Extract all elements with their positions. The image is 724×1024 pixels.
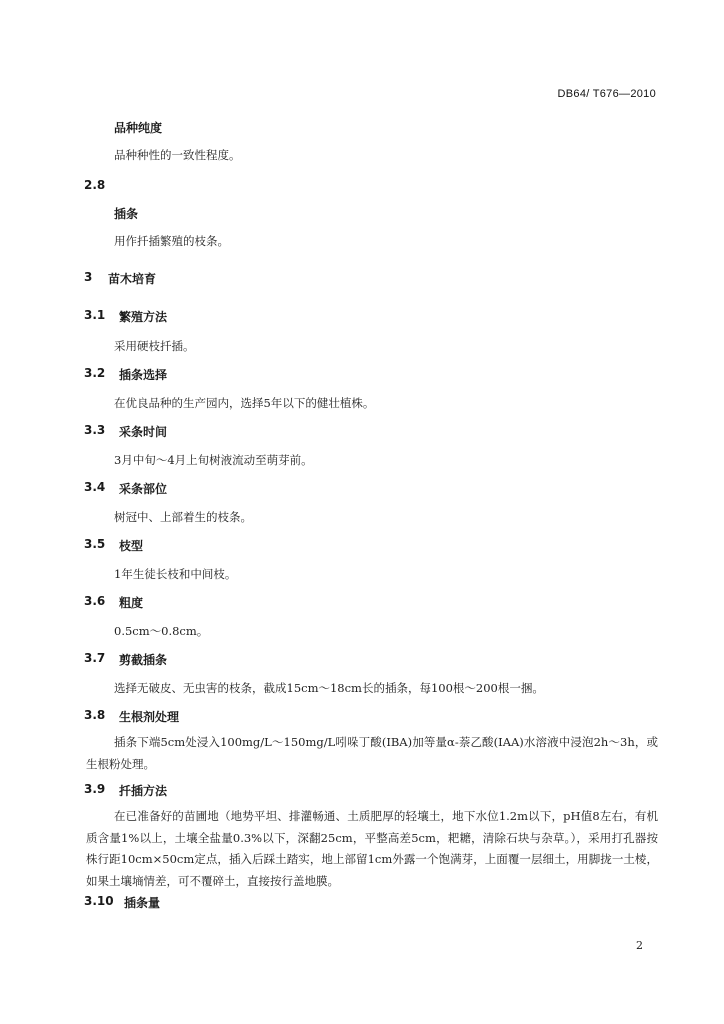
section-body-3-1: 采用硬枝扦插。 [114, 339, 195, 353]
section-title-3-7: 剪截插条 [119, 653, 168, 667]
section-title-3-10: 插条量 [124, 896, 161, 910]
section-title-3-4: 采条部位 [119, 482, 168, 496]
section-number-3-2: 3.2 [84, 366, 106, 380]
section-number-3-4: 3.4 [84, 480, 106, 494]
section-number-3-1: 3.1 [84, 308, 106, 322]
section-number-3-8: 3.8 [84, 708, 106, 722]
section-body-3-4: 树冠中、上部着生的枝条。 [114, 510, 252, 524]
section-number-3-6: 3.6 [84, 594, 106, 608]
section-body-3-2: 在优良品种的生产园内，选择5年以下的健壮植株。 [114, 396, 375, 410]
chapter-number: 3 [84, 270, 93, 284]
section-title-3-9: 扦插方法 [119, 784, 168, 798]
section-number-3-5: 3.5 [84, 537, 106, 551]
section-body-3-8: 插条下端5cm处浸入100mg/L～150mg/L吲哚丁酸(IBA)加等量α-萘乙酸(IAA)水溶液中浸泡2h～3h，或生根粉处理。 [86, 735, 658, 771]
section-title-3-5: 枝型 [119, 539, 144, 553]
term-definition-cutting: 用作扦插繁殖的枝条。 [114, 234, 229, 248]
term-title-cutting: 插条 [114, 207, 139, 221]
section-title-3-1: 繁殖方法 [119, 310, 168, 324]
term-title-purity: 品种纯度 [114, 121, 163, 135]
section-number-3-10: 3.10 [84, 894, 114, 908]
chapter-title: 苗木培育 [108, 272, 157, 286]
term-definition-purity: 品种种性的一致性程度。 [114, 148, 241, 162]
section-title-3-8: 生根剂处理 [119, 710, 180, 724]
section-body-3-5: 1年生徒长枝和中间枝。 [114, 567, 237, 581]
section-number-3-7: 3.7 [84, 651, 106, 665]
term-number-2-8: 2.8 [84, 178, 106, 192]
section-title-3-2: 插条选择 [119, 368, 168, 382]
section-body-3-9: 在已准备好的苗圃地（地势平坦、排灌畅通、土质肥厚的轻壤土，地下水位1.2m以下，pH值8左右，有机质含量1%以上，土壤全盐量0.3%以下，深翻25cm，平整高差5cm，耙耱，清除石块与杂草。），采用打孔器按株行距10cm×50cm定点，插入后踩土踏实，地上部留1cm外露一个饱满芽，上面覆一层细土，用脚拢一土棱，如果土壤墒情差，可不覆碎土，直接按行盖地膜。 [86, 809, 658, 888]
page-number: 2 [636, 939, 643, 952]
section-body-3-3: 3月中旬～4月上旬树液流动至萌芽前。 [114, 453, 313, 467]
section-body-3-6: 0.5cm～0.8cm。 [114, 624, 209, 638]
section-title-3-3: 采条时间 [119, 425, 168, 439]
section-body-3-7: 选择无破皮、无虫害的枝条，截成15cm～18cm长的插条，每100根～200根一捆。 [114, 681, 544, 695]
section-number-3-3: 3.3 [84, 423, 106, 437]
document-code: DB64/ T676—2010 [557, 88, 656, 100]
section-title-3-6: 粗度 [119, 596, 144, 610]
section-number-3-9: 3.9 [84, 782, 106, 796]
